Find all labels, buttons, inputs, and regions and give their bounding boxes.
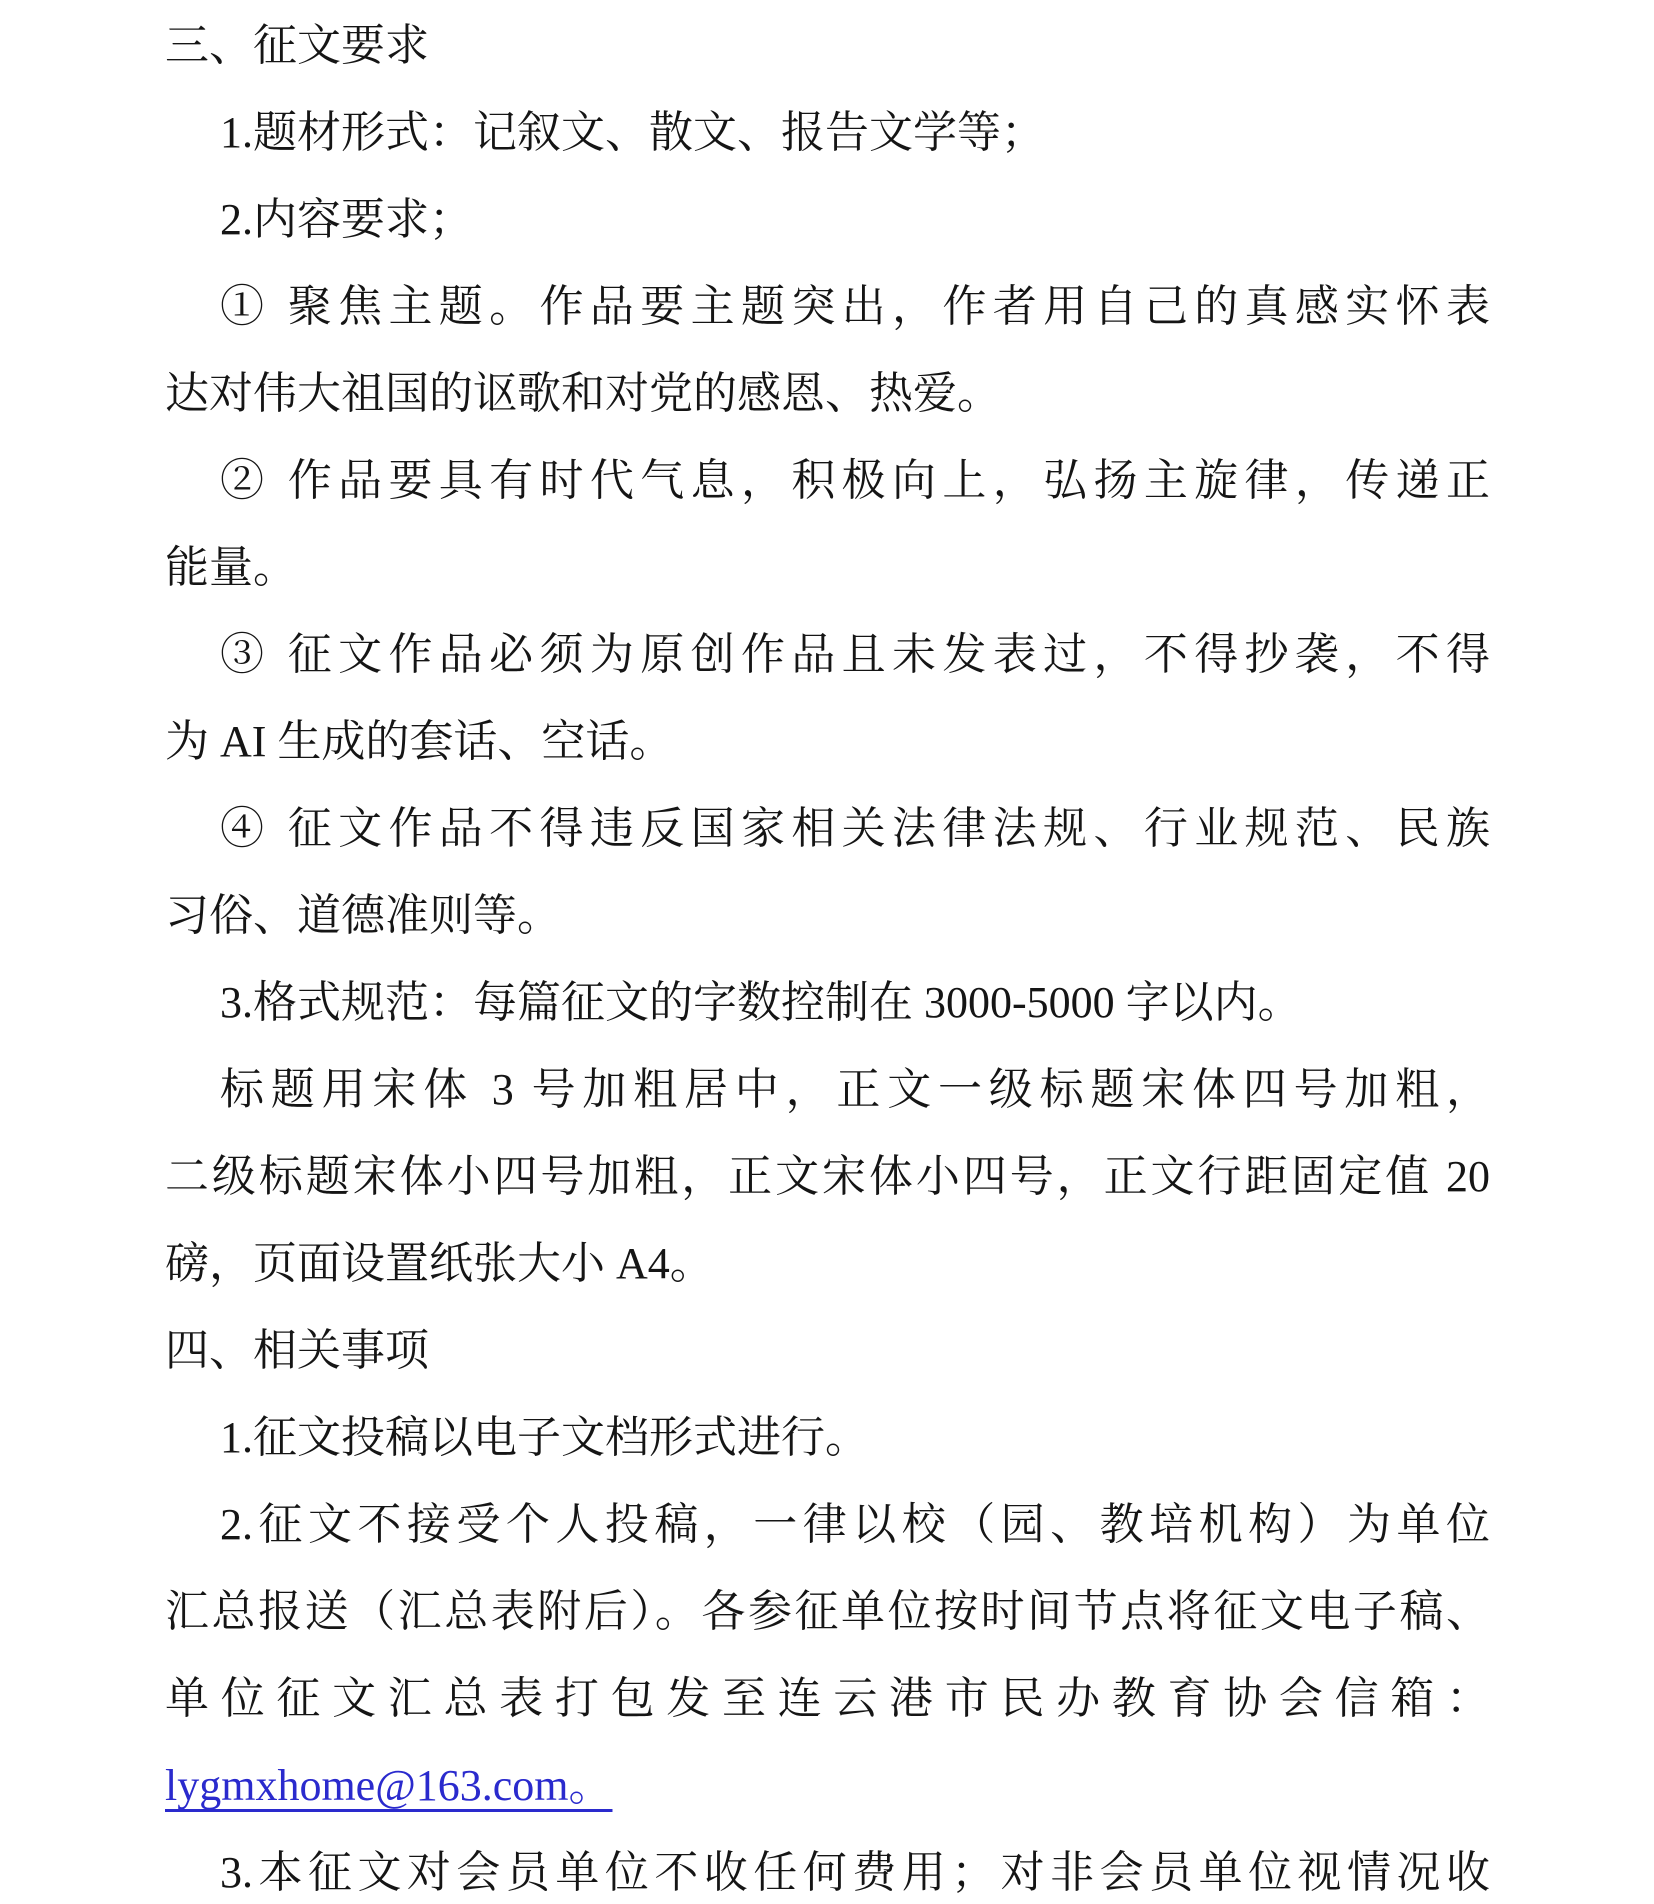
- line-content-requirements: 2.内容要求；: [220, 195, 473, 244]
- line-point2-b: 能量。: [165, 543, 297, 592]
- line-genre-forms: 1.题材形式：记叙文、散文、报告文学等；: [220, 108, 1045, 157]
- line-point3-b: 为 AI 生成的套话、空话。: [165, 717, 674, 766]
- line-format-spec: 3.格式规范：每篇征文的字数控制在 3000-5000 字以内。: [220, 978, 1302, 1027]
- line-point2-a: ② 作品要具有时代气息，积极向上，弘扬主旋律，传递正: [220, 456, 1490, 505]
- line-format-detail-b: 二级标题宋体小四号加粗，正文宋体小四号，正文行距固定值 20: [165, 1152, 1490, 1201]
- heading-section-4: 四、相关事项: [165, 1326, 429, 1375]
- line-format-detail-c: 磅，页面设置纸张大小 A4。: [165, 1239, 714, 1288]
- document-content: [165, 2, 1490, 1904]
- line-email: [165, 1742, 1490, 1829]
- line-submission-rule-b: 汇总报送（汇总表附后）。各参征单位按时间节点将征文电子稿、: [165, 1587, 1490, 1636]
- line-submission-format: 1.征文投稿以电子文档形式进行。: [220, 1413, 869, 1462]
- line-point1-a: ① 聚焦主题。作品要主题突出，作者用自己的真感实怀表: [220, 282, 1490, 331]
- line-point4-b: 习俗、道德准则等。: [165, 891, 561, 940]
- line-submission-rule-c: 单位征文汇总表打包发至连云港市民办教育协会信箱：: [165, 1674, 1490, 1723]
- line-point4-a: ④ 征文作品不得违反国家相关法律法规、行业规范、民族: [220, 804, 1490, 853]
- line-point3-a: ③ 征文作品必须为原创作品且未发表过，不得抄袭，不得: [220, 630, 1490, 679]
- email-link[interactable]: lygmxhome@163.com。: [165, 1761, 613, 1810]
- line-format-detail-a: 标题用宋体 3 号加粗居中，正文一级标题宋体四号加粗，: [220, 1065, 1490, 1114]
- heading-section-3: 三、征文要求: [165, 21, 429, 70]
- line-point1-b: 达对伟大祖国的讴歌和对党的感恩、热爱。: [165, 369, 1001, 418]
- line-submission-rule-a: 2.征文不接受个人投稿，一律以校（园、教培机构）为单位: [220, 1500, 1490, 1549]
- line-fees: 3.本征文对会员单位不收任何费用；对非会员单位视情况收: [220, 1848, 1490, 1897]
